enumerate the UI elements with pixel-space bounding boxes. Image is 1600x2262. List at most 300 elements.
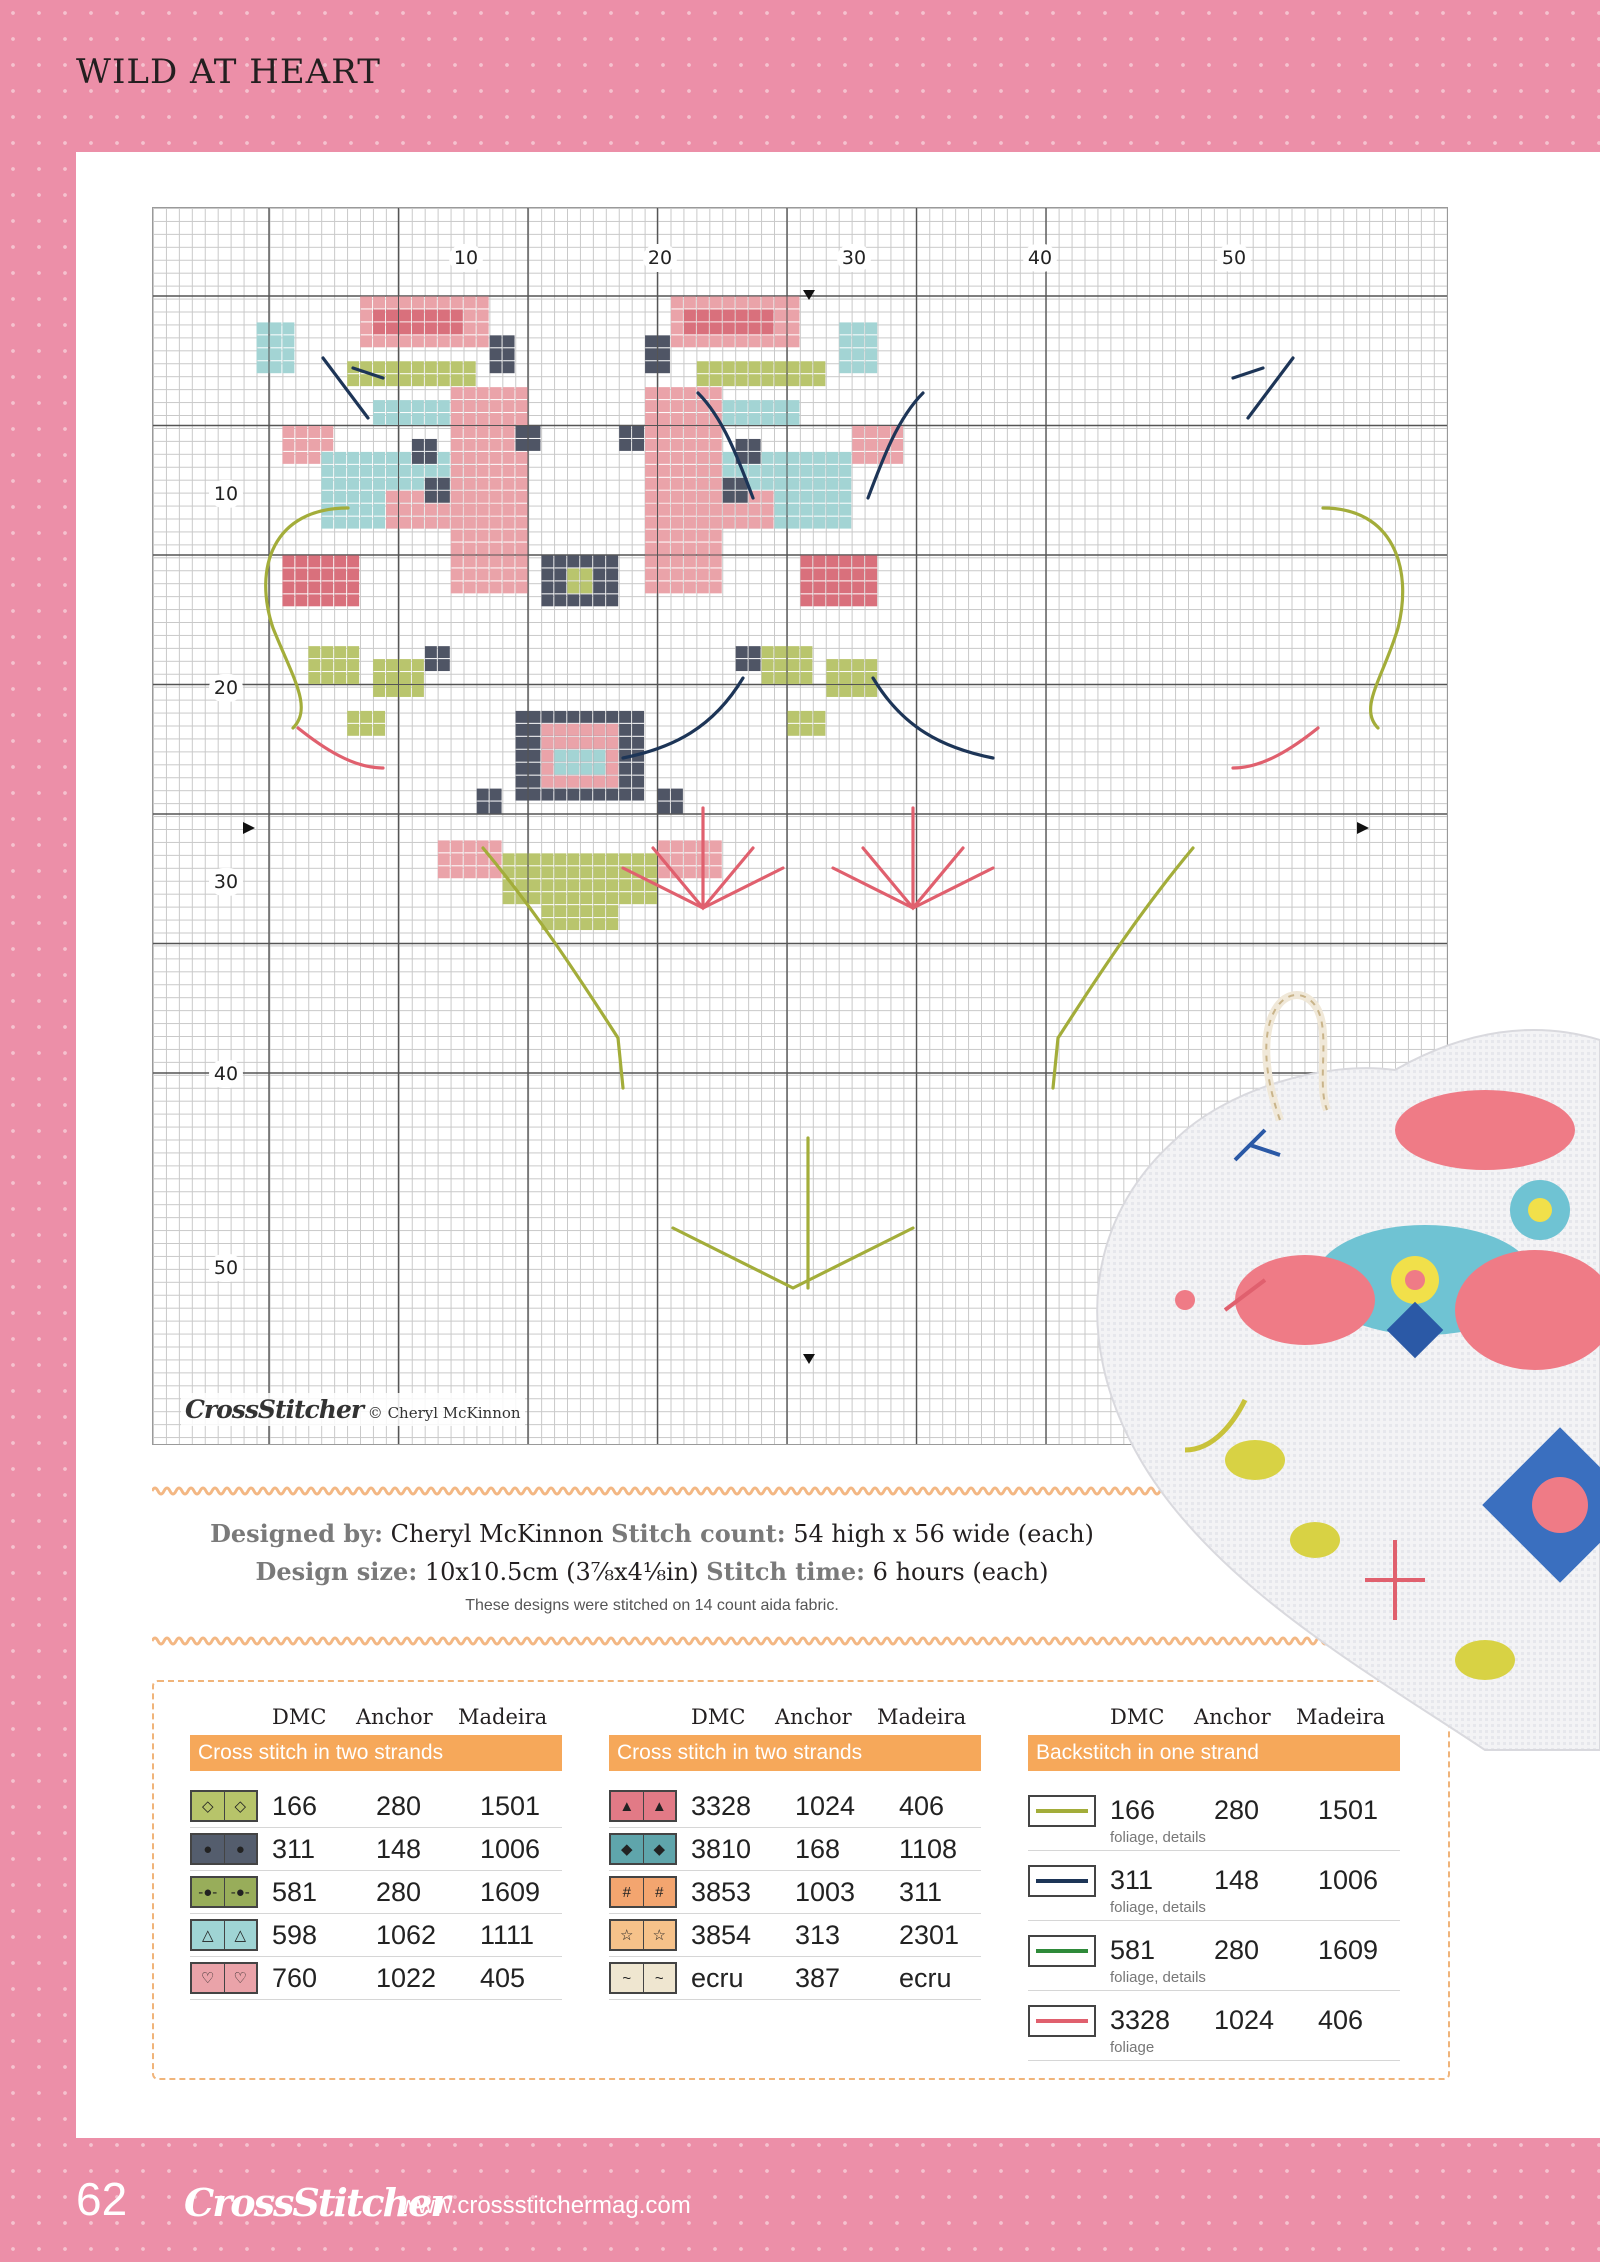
x-number-10: 10 [449, 244, 483, 272]
stitch-cell [257, 335, 269, 347]
swatch-symbol: -●- [225, 1878, 257, 1906]
stitch-cell [438, 400, 450, 412]
x-number-20: 20 [643, 244, 677, 272]
stitch-cell [788, 465, 800, 477]
stitch-cell [762, 504, 774, 516]
stitch-cell [684, 309, 696, 321]
stitch-cell [270, 322, 282, 334]
stitch-cell [451, 517, 463, 529]
stitch-cell [645, 426, 657, 438]
stitch-cell [412, 413, 424, 425]
stitch-cell [710, 543, 722, 555]
stitch-cell [762, 297, 774, 309]
stitch-cell [775, 309, 787, 321]
stitch-cell [360, 374, 372, 386]
stitch-cell [477, 465, 489, 477]
stitch-cell [438, 452, 450, 464]
stitch-cell [334, 478, 346, 490]
stitch-cell [593, 763, 605, 775]
stitch-cell [282, 335, 294, 347]
key-dmc: 3854 [691, 1919, 752, 1950]
stitch-cell [412, 297, 424, 309]
stitch-cell [891, 452, 903, 464]
stitch-cell [645, 452, 657, 464]
center-marker-arrow [803, 290, 815, 300]
stitch-cell [516, 581, 528, 593]
swatch-symbol: ▲ [644, 1792, 676, 1820]
stitch-cell [658, 452, 670, 464]
key-madeira: 1609 [480, 1876, 541, 1907]
stitch-cell [554, 789, 566, 801]
stitch-cell [762, 646, 774, 658]
backstitch-line [266, 508, 348, 728]
stitch-cell [503, 853, 515, 865]
stitch-cell [464, 465, 476, 477]
stitch-cell [800, 491, 812, 503]
stitch-cell [464, 322, 476, 334]
stitch-cell [516, 387, 528, 399]
stitch-cell [386, 659, 398, 671]
stitch-cell [697, 556, 709, 568]
stitch-cell [516, 491, 528, 503]
stitch-cell [813, 504, 825, 516]
stitch-cell [749, 374, 761, 386]
stitch-cell [658, 543, 670, 555]
stitch-cell [593, 581, 605, 593]
stitch-cell [464, 556, 476, 568]
stitch-cell [321, 517, 333, 529]
stitch-cell [438, 335, 450, 347]
stitch-cell [671, 568, 683, 580]
stitch-cell [852, 659, 864, 671]
stitch-cell [425, 400, 437, 412]
stitch-cell [490, 530, 502, 542]
stitch-cell [516, 763, 528, 775]
stitch-cell [736, 400, 748, 412]
stitch-cell [464, 361, 476, 373]
key-anchor: 1022 [376, 1962, 437, 1993]
stitch-cell [529, 879, 541, 891]
stitch-cell [839, 322, 851, 334]
stitch-cell [257, 322, 269, 334]
stitch-cell [788, 659, 800, 671]
stitch-cell [477, 478, 489, 490]
stitch-cell [723, 413, 735, 425]
stitch-cell [671, 504, 683, 516]
stitch-cell [334, 659, 346, 671]
stitch-cell [567, 853, 579, 865]
stitch-cell [399, 659, 411, 671]
stitch-cell [775, 413, 787, 425]
key-row [609, 1871, 981, 1914]
backstitch-line [873, 678, 993, 758]
stitch-cell [477, 322, 489, 334]
key-row [190, 1914, 562, 1957]
stitch-cell [865, 439, 877, 451]
stitch-cell [516, 724, 528, 736]
stitch-cell [282, 594, 294, 606]
stitch-cell [645, 568, 657, 580]
footer-url[interactable]: www.crossstitchermag.com [400, 2192, 691, 2219]
key-anchor: 1003 [795, 1876, 856, 1907]
stitch-cell [373, 400, 385, 412]
stitch-cell [749, 465, 761, 477]
swatch-symbol: ♡ [225, 1964, 257, 1992]
stitch-cell [373, 309, 385, 321]
stitch-cell [490, 504, 502, 516]
key-row [609, 1785, 981, 1828]
stitch-cell [645, 517, 657, 529]
key-anchor: 148 [1214, 1865, 1260, 1895]
key-anchor: 280 [376, 1790, 422, 1821]
stitch-cell [865, 685, 877, 697]
stitch-cell [671, 322, 683, 334]
stitch-cell [839, 452, 851, 464]
stitch-cell [697, 491, 709, 503]
stitch-cell [606, 724, 618, 736]
stitch-cell [451, 478, 463, 490]
stitch-cell [697, 361, 709, 373]
stitch-cell [736, 335, 748, 347]
stitch-cell [671, 309, 683, 321]
stitch-cell [477, 581, 489, 593]
stitch-cell [813, 361, 825, 373]
stitch-cell [645, 853, 657, 865]
stitch-cell [386, 478, 398, 490]
stitch-cell [464, 517, 476, 529]
stitch-cell [477, 387, 489, 399]
stitch-cell [399, 309, 411, 321]
stitch-cell [464, 309, 476, 321]
stitch-cell [347, 374, 359, 386]
stitch-count-label: Stitch count: [611, 1519, 786, 1548]
stitch-cell [503, 517, 515, 529]
stitch-cell [710, 866, 722, 878]
stitch-cell [425, 335, 437, 347]
stitch-cell [865, 426, 877, 438]
key-dmc: 581 [1110, 1935, 1156, 1965]
stitch-cell [762, 465, 774, 477]
stitch-cell [516, 737, 528, 749]
stitch-cell [684, 335, 696, 347]
stitch-cell [593, 776, 605, 788]
stitch-cell [671, 853, 683, 865]
stitch-cell [606, 789, 618, 801]
stitch-cell [282, 556, 294, 568]
stitch-cell [632, 879, 644, 891]
stitch-cell [347, 594, 359, 606]
stitch-cell [762, 335, 774, 347]
stitch-cell [749, 322, 761, 334]
backstitch-values [1110, 1865, 1398, 1896]
stitch-cell [619, 711, 631, 723]
stitch-cell [697, 374, 709, 386]
stitch-cell [373, 335, 385, 347]
stitch-cell [503, 400, 515, 412]
stitch-cell [658, 802, 670, 814]
stitch-cell [865, 594, 877, 606]
stitch-cell [516, 530, 528, 542]
stitch-cell [736, 413, 748, 425]
stitch-cell [593, 724, 605, 736]
stitch-cell [658, 530, 670, 542]
swatch-symbol: ◆ [644, 1835, 676, 1863]
stitch-cell [373, 504, 385, 516]
stitch-cell [775, 297, 787, 309]
stitch-cell [490, 452, 502, 464]
stitch-cell [360, 517, 372, 529]
stitch-cell [671, 840, 683, 852]
backstitch-usage: foliage, details [1110, 1829, 1206, 1846]
thread-swatch [190, 1919, 258, 1951]
stitch-cell [723, 478, 735, 490]
stitch-cell [477, 568, 489, 580]
stitch-cell [567, 568, 579, 580]
fabric-note: These designs were stitched on 14 count aida fabric. [465, 1597, 839, 1614]
stitch-cell [529, 763, 541, 775]
stitch-cell [788, 400, 800, 412]
stitch-cell [386, 491, 398, 503]
stitch-cell [710, 361, 722, 373]
stitch-cell [593, 892, 605, 904]
stitch-cell [723, 452, 735, 464]
stitch-cell [580, 776, 592, 788]
stitch-cell [567, 750, 579, 762]
stitch-cell [749, 413, 761, 425]
stitch-cell [412, 452, 424, 464]
stitch-cell [464, 568, 476, 580]
stitch-cell [632, 724, 644, 736]
backstitch-values [1110, 2005, 1398, 2036]
key-headers [272, 1705, 562, 1729]
stitch-cell [697, 581, 709, 593]
stitch-cell [749, 517, 761, 529]
stitch-cell [399, 374, 411, 386]
stitch-cell [464, 840, 476, 852]
stitch-cell [736, 309, 748, 321]
stitch-cell [347, 711, 359, 723]
stitch-cell [671, 517, 683, 529]
stitch-cell [658, 387, 670, 399]
stitch-cell [800, 568, 812, 580]
stitch-cell [632, 711, 644, 723]
stitch-cell [762, 322, 774, 334]
stitch-cell [282, 568, 294, 580]
stitch-cell [619, 439, 631, 451]
stitch-cell [606, 905, 618, 917]
stitch-cell [749, 361, 761, 373]
swatch-symbol: △ [225, 1921, 257, 1949]
stitch-cell [710, 581, 722, 593]
chart-credit-text: © Cheryl McKinnon [367, 1404, 521, 1422]
y-number-10: 10 [209, 480, 243, 508]
stitch-cell [295, 594, 307, 606]
stitch-cell [399, 335, 411, 347]
stitch-cell [451, 491, 463, 503]
stitch-cell [386, 322, 398, 334]
stitch-cell [503, 543, 515, 555]
stitch-cell [645, 361, 657, 373]
y-number-30: 30 [209, 868, 243, 896]
stitch-cell [645, 335, 657, 347]
stitch-cell [425, 309, 437, 321]
swatch-symbol: ◇ [225, 1792, 257, 1820]
stitch-cell [710, 517, 722, 529]
key-anchor: 1062 [376, 1919, 437, 1950]
stitch-cell [658, 568, 670, 580]
stitch-cell [606, 711, 618, 723]
stitch-cell [788, 646, 800, 658]
stitch-cell [684, 439, 696, 451]
stitch-cell [697, 452, 709, 464]
header-madeira: Madeira [877, 1705, 967, 1729]
backstitch-usage: foliage, details [1110, 1969, 1206, 1986]
key-headers [691, 1705, 981, 1729]
stitch-cell [554, 853, 566, 865]
stitched-heart-photo [1065, 980, 1600, 1760]
stitch-cell [451, 387, 463, 399]
stitch-cell [826, 594, 838, 606]
stitch-cell [723, 297, 735, 309]
stitch-cell [529, 892, 541, 904]
stitch-cell [554, 568, 566, 580]
design-size-value: 10x10.5cm (3⅞x4⅛in) [424, 1558, 699, 1586]
stitch-cell [658, 426, 670, 438]
stitch-cell [541, 711, 553, 723]
stitch-cell [464, 387, 476, 399]
stitch-cell [671, 556, 683, 568]
backstitch-usage: foliage, details [1110, 1899, 1206, 1916]
stitch-cell [490, 400, 502, 412]
stitch-cell [775, 361, 787, 373]
stitch-cell [490, 439, 502, 451]
stitch-cell [775, 335, 787, 347]
stitch-cell [658, 348, 670, 360]
stitch-cell [477, 517, 489, 529]
stitch-cell [347, 724, 359, 736]
stitch-cell [813, 568, 825, 580]
stitch-cell [451, 361, 463, 373]
stitch-cell [788, 504, 800, 516]
stitch-cell [386, 465, 398, 477]
stitch-cell [684, 400, 696, 412]
stitch-cell [282, 361, 294, 373]
stitch-cell [788, 309, 800, 321]
stitch-cell [477, 297, 489, 309]
stitch-cell [516, 478, 528, 490]
stitch-cell [762, 659, 774, 671]
stitch-cell [516, 400, 528, 412]
stitch-cell [399, 322, 411, 334]
stitch-cell [451, 465, 463, 477]
stitch-cell [516, 853, 528, 865]
stitch-cell [865, 452, 877, 464]
stitch-cell [697, 568, 709, 580]
key-row [190, 1957, 562, 2000]
stitch-cell [334, 646, 346, 658]
stitch-cell [775, 491, 787, 503]
stitch-cell [399, 297, 411, 309]
stitch-cell [399, 491, 411, 503]
stitch-cell [373, 465, 385, 477]
info-row-1 [152, 1515, 1152, 1553]
stitch-cell [554, 594, 566, 606]
stitch-cell [529, 853, 541, 865]
stitch-cell [425, 297, 437, 309]
stitch-cell [658, 789, 670, 801]
stitch-cell [464, 491, 476, 503]
stitch-cell [710, 478, 722, 490]
stitch-cell [723, 361, 735, 373]
swatch-symbol: ▲ [611, 1792, 644, 1820]
page-number: 62 [76, 2173, 128, 2225]
stitch-cell [567, 724, 579, 736]
stitch-cell [852, 581, 864, 593]
stitch-cell [762, 478, 774, 490]
center-marker-arrow [1357, 822, 1369, 834]
stitch-cell [295, 556, 307, 568]
stitch-cell [334, 568, 346, 580]
thread-swatch [609, 1833, 677, 1865]
stitch-cell [645, 478, 657, 490]
stitch-cell [386, 309, 398, 321]
stitch-cell [593, 711, 605, 723]
stitch-cell [736, 504, 748, 516]
key-column-1 [190, 1705, 562, 2000]
stitch-cell [541, 853, 553, 865]
stitch-cell [386, 413, 398, 425]
stitch-cell [632, 892, 644, 904]
stitch-cell [645, 465, 657, 477]
backstitch-line [1323, 508, 1403, 728]
stitch-cell [412, 685, 424, 697]
stitch-cell [710, 335, 722, 347]
stitch-cell [684, 426, 696, 438]
backstitch-row [1028, 1991, 1400, 2061]
stitch-cell [762, 672, 774, 684]
backstitch-line [1233, 358, 1293, 418]
stitch-cell [710, 322, 722, 334]
stitch-cell [852, 348, 864, 360]
stitch-cell [645, 504, 657, 516]
stitch-cell [826, 465, 838, 477]
stitch-cell [451, 297, 463, 309]
key-madeira: 1501 [480, 1790, 541, 1821]
stitch-cell [839, 685, 851, 697]
stitch-cell [813, 517, 825, 529]
stitch-cell [438, 361, 450, 373]
stitch-cell [529, 711, 541, 723]
stitch-cell [295, 568, 307, 580]
stitch-cell [308, 581, 320, 593]
swatch-symbol: ☆ [644, 1921, 676, 1949]
stitch-cell [503, 348, 515, 360]
stitch-cell [684, 297, 696, 309]
stitch-cell [580, 568, 592, 580]
stitch-cell [710, 491, 722, 503]
stitch-cell [282, 348, 294, 360]
stitch-cell [308, 594, 320, 606]
stitch-cell [736, 659, 748, 671]
stitch-cell [567, 918, 579, 930]
stitch-cell [839, 581, 851, 593]
stitch-cell [425, 452, 437, 464]
stitch-cell [723, 309, 735, 321]
stitch-cell [464, 374, 476, 386]
stitch-cell [541, 737, 553, 749]
stitch-cell [282, 439, 294, 451]
stitch-cell [321, 452, 333, 464]
